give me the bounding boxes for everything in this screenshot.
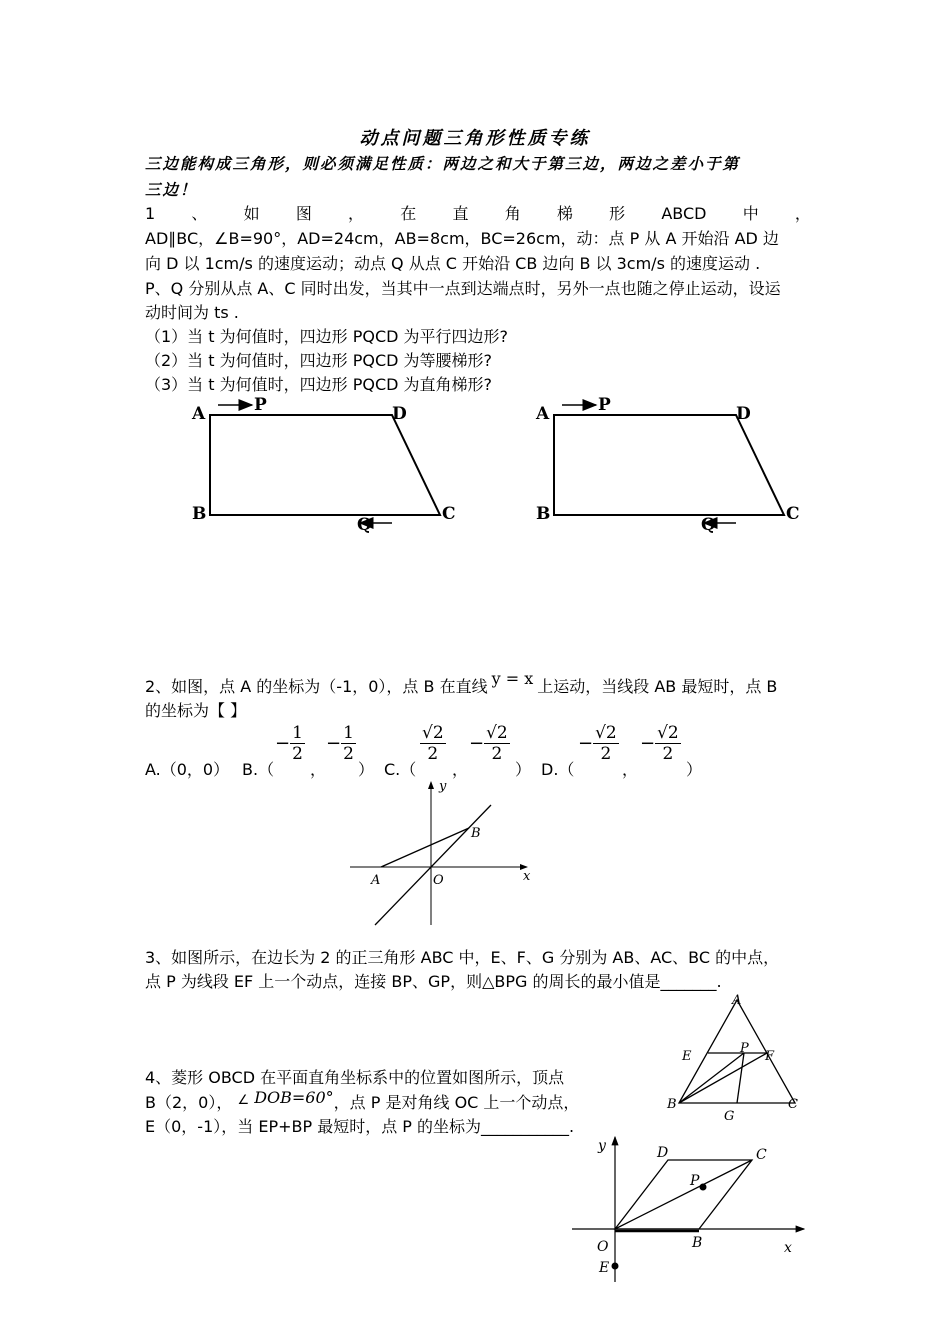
fraction: $\frac{√2}{2}$ [657,723,679,764]
point-E [612,1263,619,1270]
page-title: 动点问题三角形性质专练 [359,128,591,149]
q3-line-1: 3、如图所示，在边长为 2 的正三角形 ABC 中，E、F、G 分别为 AB、AC、BC 的中点， [145,948,780,967]
q2-line-equation: y = x [491,669,534,688]
label-P: P [740,1041,749,1056]
close-paren: ） [686,760,703,779]
point-P [700,1184,707,1191]
angle-symbol: ∠ [237,1093,250,1108]
q1-word: 梯 [556,204,573,223]
label-A: A [536,404,550,424]
q1-word: 角 [504,204,521,223]
separator: ， [452,760,469,779]
fraction: $\frac{1}{2}$ [343,723,354,764]
q1-word: 如 [243,204,260,223]
q1-trapezoid-figure-right [535,395,800,535]
label-B: B [692,1235,703,1251]
label-B: B [471,826,481,841]
label-A: A [371,873,381,888]
q1-word: 直 [452,204,469,223]
q1-word: 在 [400,204,417,223]
label-Q: Q [357,515,372,535]
separator: ， [622,760,639,779]
fraction: $\frac{√2}{2}$ [422,723,444,764]
q1-sub-3: （3）当 t 为何值时，四边形 PQCD 为直角梯形? [145,375,493,394]
q2-line-2: 的坐标为【 】 [145,701,247,720]
minus-sign: − [275,733,291,754]
q1-word: 图 [295,204,312,223]
q1-word: 中 [742,204,759,223]
q2-text-b: 上运动，当线段 AB 最短时，点 B [537,677,778,696]
label-C: C [788,1097,798,1112]
close-paren: ） [358,760,375,779]
fraction: $\frac{√2}{2}$ [486,723,508,764]
q3-figure [662,990,808,1122]
q2-line-1 [145,669,778,699]
minus-sign: − [640,733,656,754]
label-P: P [598,395,611,415]
label-B: B [667,1097,677,1112]
note-line-1: 三边能构成三角形，则必须满足性质：两边之和大于第三边，两边之差小于第 [145,154,741,173]
q1-word: 形 [609,204,626,223]
label-O: O [597,1239,609,1255]
q4-figure [572,1134,810,1282]
label-Q: Q [701,515,716,535]
q3-line-2: 点 P 为线段 EF 上一个动点，连接 BP、GP，则△BPG 的周长的最小值是_______. [145,972,722,991]
close-paren: ） [515,760,532,779]
q2-option-d-x [578,723,619,764]
label-A: A [192,404,206,424]
q2-figure [345,777,535,927]
label-G: G [724,1109,735,1122]
label-D: D [657,1145,669,1161]
minus-sign: − [326,733,342,754]
label-O: O [433,873,444,888]
q1-sub-1: （1）当 t 为何值时，四边形 PQCD 为平行四边形? [145,327,509,346]
q1-figures [180,393,830,543]
label-C: C [756,1147,767,1163]
label-P: P [690,1173,700,1189]
q4-line-3: E（0，-1），当 EP+BP 最短时，点 P 的坐标为___________. [145,1117,575,1136]
q2-option-d-prefix: D.（ [541,760,575,779]
q1-line-2: AD∥BC，∠B=90°，AD=24cm，AB=8cm，BC=26cm，动：点 P 从 A 开始沿 AD 边 [145,229,779,248]
label-C: C [442,504,456,524]
q2-option-b-prefix: B.（ [242,760,275,779]
label-E: E [682,1049,692,1064]
label-y: y [439,779,447,794]
q1-line-4: P、Q 分别从点 A、C 同时出发，当其中一点到达端点时，另外一点也随之停止运动，设运 [145,279,781,298]
q4-line-1: 4、菱形 OBCD 在平面直角坐标系中的位置如图所示，顶点 [145,1068,565,1087]
label-C: C [786,504,800,524]
q1-word: 、 [191,204,208,223]
q1-word: ， [794,204,811,223]
q1-line-5: 动时间为 ts . [145,303,239,322]
label-B: B [192,504,207,524]
label-y: y [598,1138,606,1154]
note-line-2: 三边！ [145,180,198,199]
q1-line-3: 向 D 以 1cm/s 的速度运动；动点 Q 从点 C 开始沿 CB 边向 B 以 3cm/s 的速度运动 . [145,254,761,273]
fraction: $\frac{√2}{2}$ [595,723,617,764]
q2-option-b-x [275,723,305,764]
q2-option-c-y [469,723,510,764]
q1-sub-2: （2）当 t 为何值时，四边形 PQCD 为等腰梯形? [145,351,493,370]
q2-option-b-y [326,723,356,764]
minus-sign: − [578,733,594,754]
label-D: D [392,404,407,424]
label-A: A [732,993,742,1008]
q2-text-a: 2、如图，点 A 的坐标为（-1，0），点 B 在直线 [145,677,488,696]
q1-line-1 [145,202,811,226]
q2-option-a: A.（0，0） [145,760,230,779]
label-x: x [784,1240,792,1256]
minus-sign: − [469,733,485,754]
q2-option-c-x [420,723,446,764]
q4-text-b: ，点 P 是对角线 OC 上一个动点， [333,1093,580,1112]
q2-option-d-y [640,723,681,764]
q1-word: ABCD [661,204,707,223]
q4-text-a: B（2，0）， [145,1093,233,1112]
q1-word: ， [348,204,365,223]
fraction: $\frac{1}{2}$ [292,723,303,764]
angle-expression: DOB=60° [254,1088,334,1107]
label-F: F [765,1049,775,1064]
label-E: E [599,1260,610,1276]
q1-trapezoid-figure-left [191,395,456,535]
q1-word: 1 [145,204,156,223]
label-P: P [254,395,267,415]
q2-option-c-prefix: C.（ [384,760,417,779]
label-D: D [736,404,751,424]
separator: ， [310,760,327,779]
q4-line-2 [145,1088,580,1117]
label-x: x [523,869,531,884]
label-B: B [536,504,551,524]
